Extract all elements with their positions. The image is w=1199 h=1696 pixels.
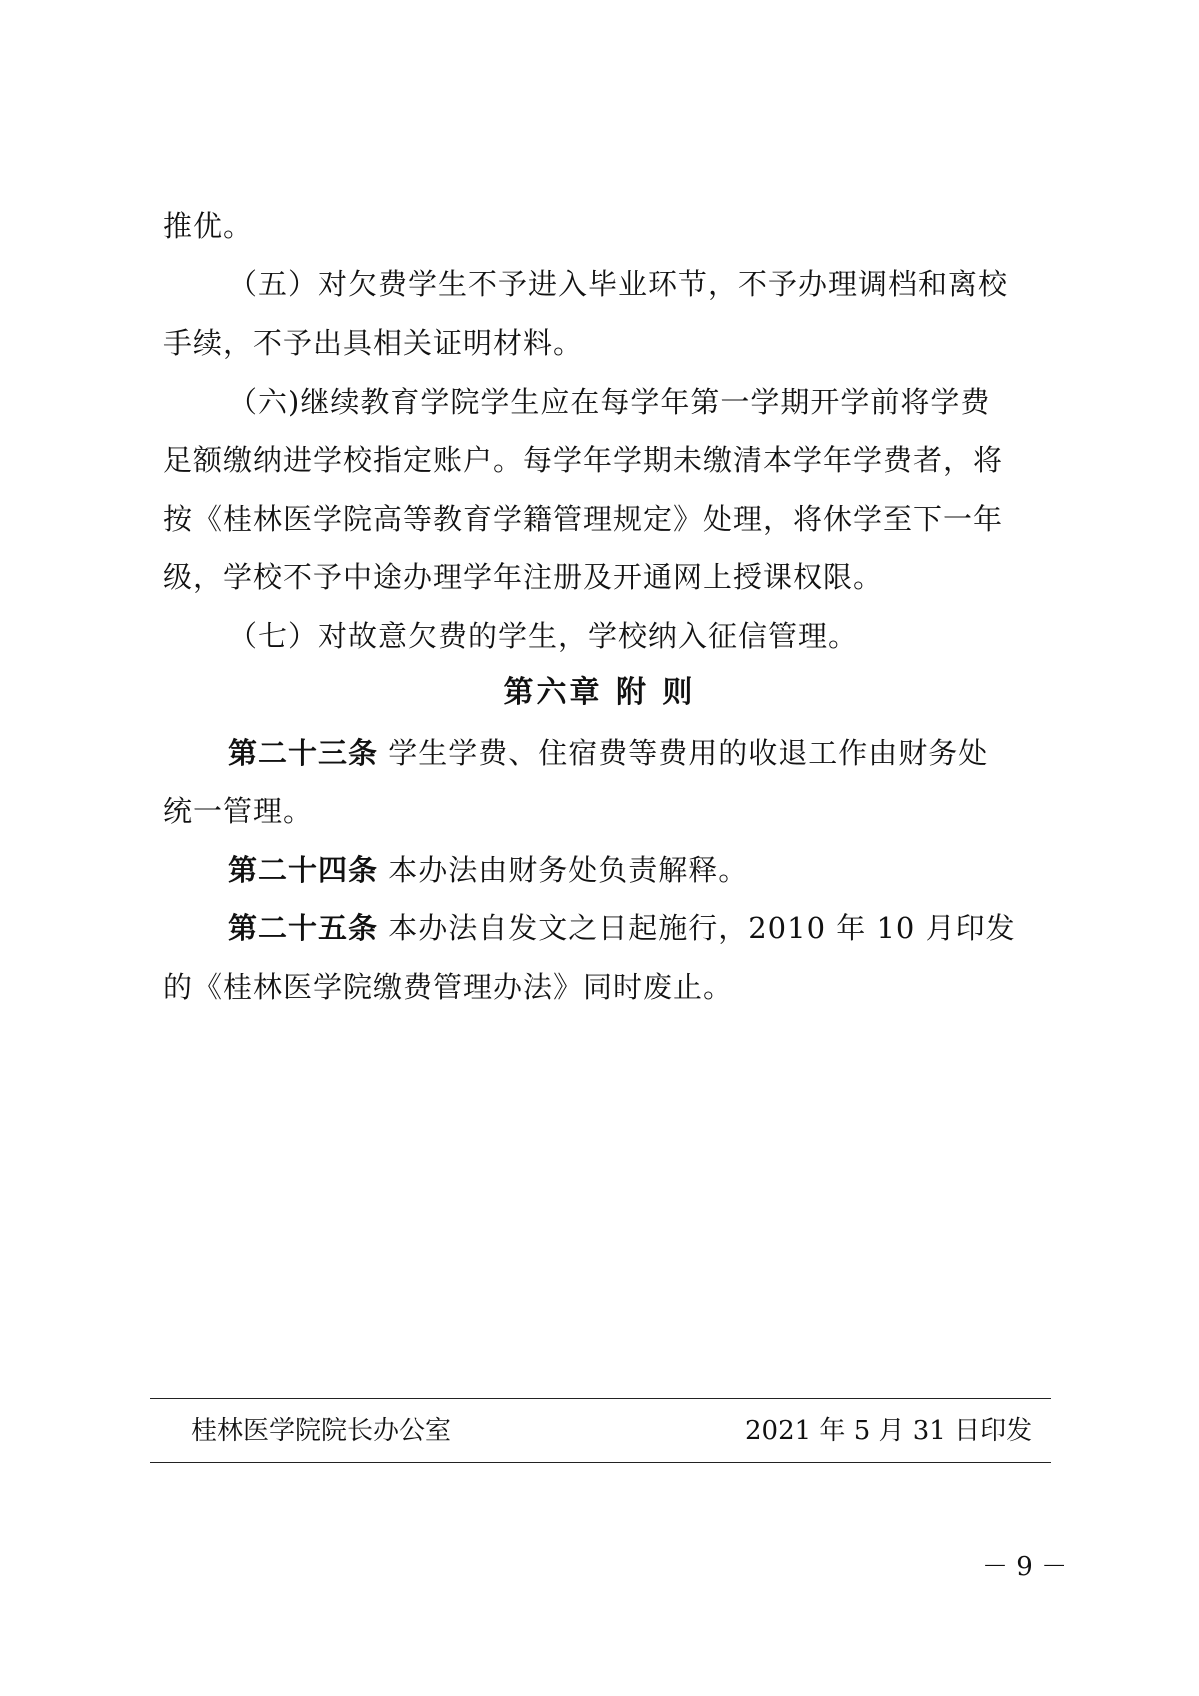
footer-date: 2021 年 5 月 31 日印发 (745, 1416, 1033, 1446)
article-24 (0, 850, 1199, 890)
footer-top-rule (150, 1398, 1051, 1399)
chapter-title: 第六章 附 则 (503, 675, 696, 710)
paragraph-line: 按《桂林医学院高等教育学籍管理规定》处理，将休学至下一年 (163, 502, 1004, 536)
article-25 (0, 908, 1199, 948)
article-label: 第二十五条 (228, 911, 379, 945)
article-text: 本办法自发文之日起施行，2010 年 10 月印发 (378, 911, 1016, 945)
paragraph-line: 足额缴纳进学校指定账户。每学年学期未缴清本学年学费者，将 (163, 443, 1004, 477)
paragraph-line: （六)继续教育学院学生应在每学年第一学期开学前将学费 (228, 385, 991, 419)
article-label: 第二十四条 (228, 853, 379, 887)
footer-bottom-rule (150, 1462, 1051, 1463)
paragraph-line: 的《桂林医学院缴费管理办法》同时废止。 (163, 970, 734, 1004)
paragraph-line: 统一管理。 (163, 794, 314, 828)
article-text: 学生学费、住宿费等费用的收退工作由财务处 (378, 736, 989, 770)
page-number: － 9 － (982, 1552, 1068, 1582)
article-23 (0, 733, 1199, 773)
paragraph-line: 手续，不予出具相关证明材料。 (163, 326, 584, 360)
article-label: 第二十三条 (228, 736, 379, 770)
footer-issuer: 桂林医学院院长办公室 (191, 1416, 452, 1446)
paragraph-line: 推优。 (163, 209, 254, 243)
paragraph-line: （七）对故意欠费的学生，学校纳入征信管理。 (228, 619, 859, 653)
paragraph-line: 级，学校不予中途办理学年注册及开通网上授课权限。 (163, 560, 884, 594)
paragraph-line: （五）对欠费学生不予进入毕业环节，不予办理调档和离校 (228, 267, 1009, 301)
article-text: 本办法由财务处负责解释。 (378, 853, 749, 887)
